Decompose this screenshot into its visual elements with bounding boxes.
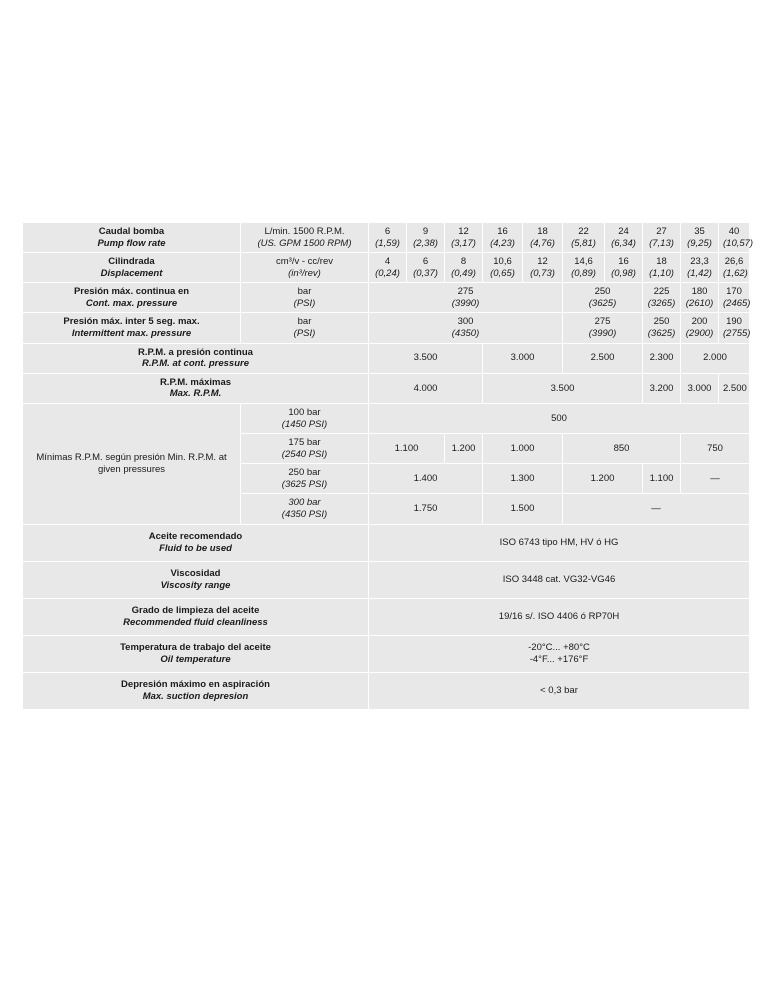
cell-flow-35: 35 (9,25) bbox=[681, 223, 719, 253]
cell-fluid-value: ISO 6743 tipo HM, HV ó HG bbox=[369, 524, 750, 561]
subrow-label-100bar: 100 bar (1450 PSI) bbox=[241, 403, 369, 433]
cell-disp-1: 4 (0,24) bbox=[369, 253, 407, 283]
cell-disp-2: 6 (0,37) bbox=[407, 253, 445, 283]
cell-rpmmin175-1: 1.100 bbox=[369, 434, 445, 464]
cell-contp-2: 250 (3625) bbox=[563, 283, 643, 313]
cell-interp-1: 300 (4350) bbox=[369, 313, 563, 343]
cell-disp-7: 16 (0,98) bbox=[605, 253, 643, 283]
temperature-celsius: -20°C... +80°C bbox=[528, 641, 590, 653]
row-label-rpm-max: R.P.M. máximas Max. R.P.M. bbox=[23, 373, 369, 403]
table-row bbox=[23, 313, 750, 343]
row-unit-cont-pressure: bar (PSI) bbox=[241, 283, 369, 313]
cell-flow-27: 27 (7,13) bbox=[643, 223, 681, 253]
cell-contp-1: 275 (3990) bbox=[369, 283, 563, 313]
cell-rpmcont-2: 3.000 bbox=[483, 343, 563, 373]
cell-flow-22: 22 (5,81) bbox=[563, 223, 605, 253]
cell-flow-9: 9 (2,38) bbox=[407, 223, 445, 253]
cell-rpmmax-4: 3.000 bbox=[681, 373, 719, 403]
table-row bbox=[23, 598, 750, 635]
cell-rpmcont-3: 2.500 bbox=[563, 343, 643, 373]
table-row bbox=[23, 343, 750, 373]
subrow-label-300bar: 300 bar (4350 PSI) bbox=[241, 494, 369, 524]
row-unit-displacement: cm³/v - cc/rev (in³/rev) bbox=[241, 253, 369, 283]
cell-rpmmin175-3: 1.000 bbox=[483, 434, 563, 464]
cell-rpmmax-5: 2.500 bbox=[719, 373, 750, 403]
row-label-rpm-cont: R.P.M. a presión continua R.P.M. at cont. pressure bbox=[23, 343, 369, 373]
cell-rpmmin300-1: 1.750 bbox=[369, 494, 483, 524]
subrow-label-250bar: 250 bar (3625 PSI) bbox=[241, 464, 369, 494]
table-row bbox=[23, 283, 750, 313]
table-row bbox=[23, 561, 750, 598]
spec-sheet bbox=[22, 222, 754, 710]
cell-rpmcont-4: 2.300 bbox=[643, 343, 681, 373]
cell-disp-5: 12 (0,73) bbox=[523, 253, 563, 283]
cell-rpmmin250-1: 1.400 bbox=[369, 464, 483, 494]
cell-disp-9: 23,3 (1,42) bbox=[681, 253, 719, 283]
cell-rpmmin300-3: — bbox=[563, 494, 750, 524]
cell-flow-18: 18 (4,76) bbox=[523, 223, 563, 253]
row-label-flow: Caudal bomba Pump flow rate bbox=[23, 223, 241, 253]
cell-temperature-value bbox=[369, 635, 750, 672]
table-row bbox=[23, 253, 750, 283]
cell-interp-3: 250 (3625) bbox=[643, 313, 681, 343]
table-row bbox=[23, 672, 750, 709]
table-row bbox=[23, 403, 750, 433]
cell-rpmmin175-2: 1.200 bbox=[445, 434, 483, 464]
table-row bbox=[23, 223, 750, 253]
table-row bbox=[23, 524, 750, 561]
cell-rpmmin250-4: 1.100 bbox=[643, 464, 681, 494]
row-label-viscosity: Viscosidad Viscosity range bbox=[23, 561, 369, 598]
cell-flow-40: 40 (10,57) bbox=[719, 223, 750, 253]
row-unit-flow: L/min. 1500 R.P.M. (US. GPM 1500 RPM) bbox=[241, 223, 369, 253]
cell-rpmmin250-2: 1.300 bbox=[483, 464, 563, 494]
cell-disp-4: 10,6 (0,65) bbox=[483, 253, 523, 283]
cell-rpmcont-1: 3.500 bbox=[369, 343, 483, 373]
cell-flow-6: 6 (1,59) bbox=[369, 223, 407, 253]
row-label-cleanliness: Grado de limpieza del aceite Recommended fluid cleanliness bbox=[23, 598, 369, 635]
cell-rpmmax-3: 3.200 bbox=[643, 373, 681, 403]
subrow-label-175bar: 175 bar (2540 PSI) bbox=[241, 434, 369, 464]
cell-rpmmin175-5: 750 bbox=[681, 434, 750, 464]
table-row bbox=[23, 373, 750, 403]
cell-disp-3: 8 (0,49) bbox=[445, 253, 483, 283]
cell-rpmmin300-2: 1.500 bbox=[483, 494, 563, 524]
cell-flow-16: 16 (4,23) bbox=[483, 223, 523, 253]
cell-interp-4: 200 (2900) bbox=[681, 313, 719, 343]
cell-rpmmin100-1: 500 bbox=[369, 403, 750, 433]
temperature-fahrenheit: -4°F... +176°F bbox=[529, 653, 589, 665]
cell-rpmmin175-4: 850 bbox=[563, 434, 681, 464]
table-row bbox=[23, 635, 750, 672]
cell-flow-12: 12 (3,17) bbox=[445, 223, 483, 253]
cell-viscosity-value: ISO 3448 cat. VG32-VG46 bbox=[369, 561, 750, 598]
cell-contp-5: 170 (2465) bbox=[719, 283, 750, 313]
row-label-rpm-min: Mínimas R.P.M. según presión Min. R.P.M. at given pressures bbox=[23, 403, 241, 524]
row-label-displacement: Cilindrada Displacement bbox=[23, 253, 241, 283]
cell-contp-4: 180 (2610) bbox=[681, 283, 719, 313]
cell-rpmmax-2: 3.500 bbox=[483, 373, 643, 403]
cell-disp-8: 18 (1,10) bbox=[643, 253, 681, 283]
specification-table bbox=[22, 222, 754, 710]
row-unit-inter-pressure: bar (PSI) bbox=[241, 313, 369, 343]
cell-flow-24: 24 (6,34) bbox=[605, 223, 643, 253]
row-label-fluid: Aceite recomendado Fluid to be used bbox=[23, 524, 369, 561]
cell-rpmmax-1: 4.000 bbox=[369, 373, 483, 403]
row-label-temperature: Temperatura de trabajo del aceite Oil temperature bbox=[23, 635, 369, 672]
row-label-suction: Depresión máximo en aspiración Max. suction depresion bbox=[23, 672, 369, 709]
cell-suction-value: < 0,3 bar bbox=[369, 672, 750, 709]
cell-cleanliness-value: 19/16 s/. ISO 4406 ó RP70H bbox=[369, 598, 750, 635]
cell-rpmmin250-5: — bbox=[681, 464, 750, 494]
cell-interp-2: 275 (3990) bbox=[563, 313, 643, 343]
cell-interp-5: 190 (2755) bbox=[719, 313, 750, 343]
row-label-inter-pressure: Presión máx. inter 5 seg. max. Intermittent max. pressure bbox=[23, 313, 241, 343]
cell-disp-10: 26,6 (1,62) bbox=[719, 253, 750, 283]
cell-disp-6: 14,6 (0,89) bbox=[563, 253, 605, 283]
row-label-cont-pressure: Presión máx. continua en Cont. max. pressure bbox=[23, 283, 241, 313]
cell-rpmcont-5: 2.000 bbox=[681, 343, 750, 373]
cell-rpmmin250-3: 1.200 bbox=[563, 464, 643, 494]
cell-contp-3: 225 (3265) bbox=[643, 283, 681, 313]
